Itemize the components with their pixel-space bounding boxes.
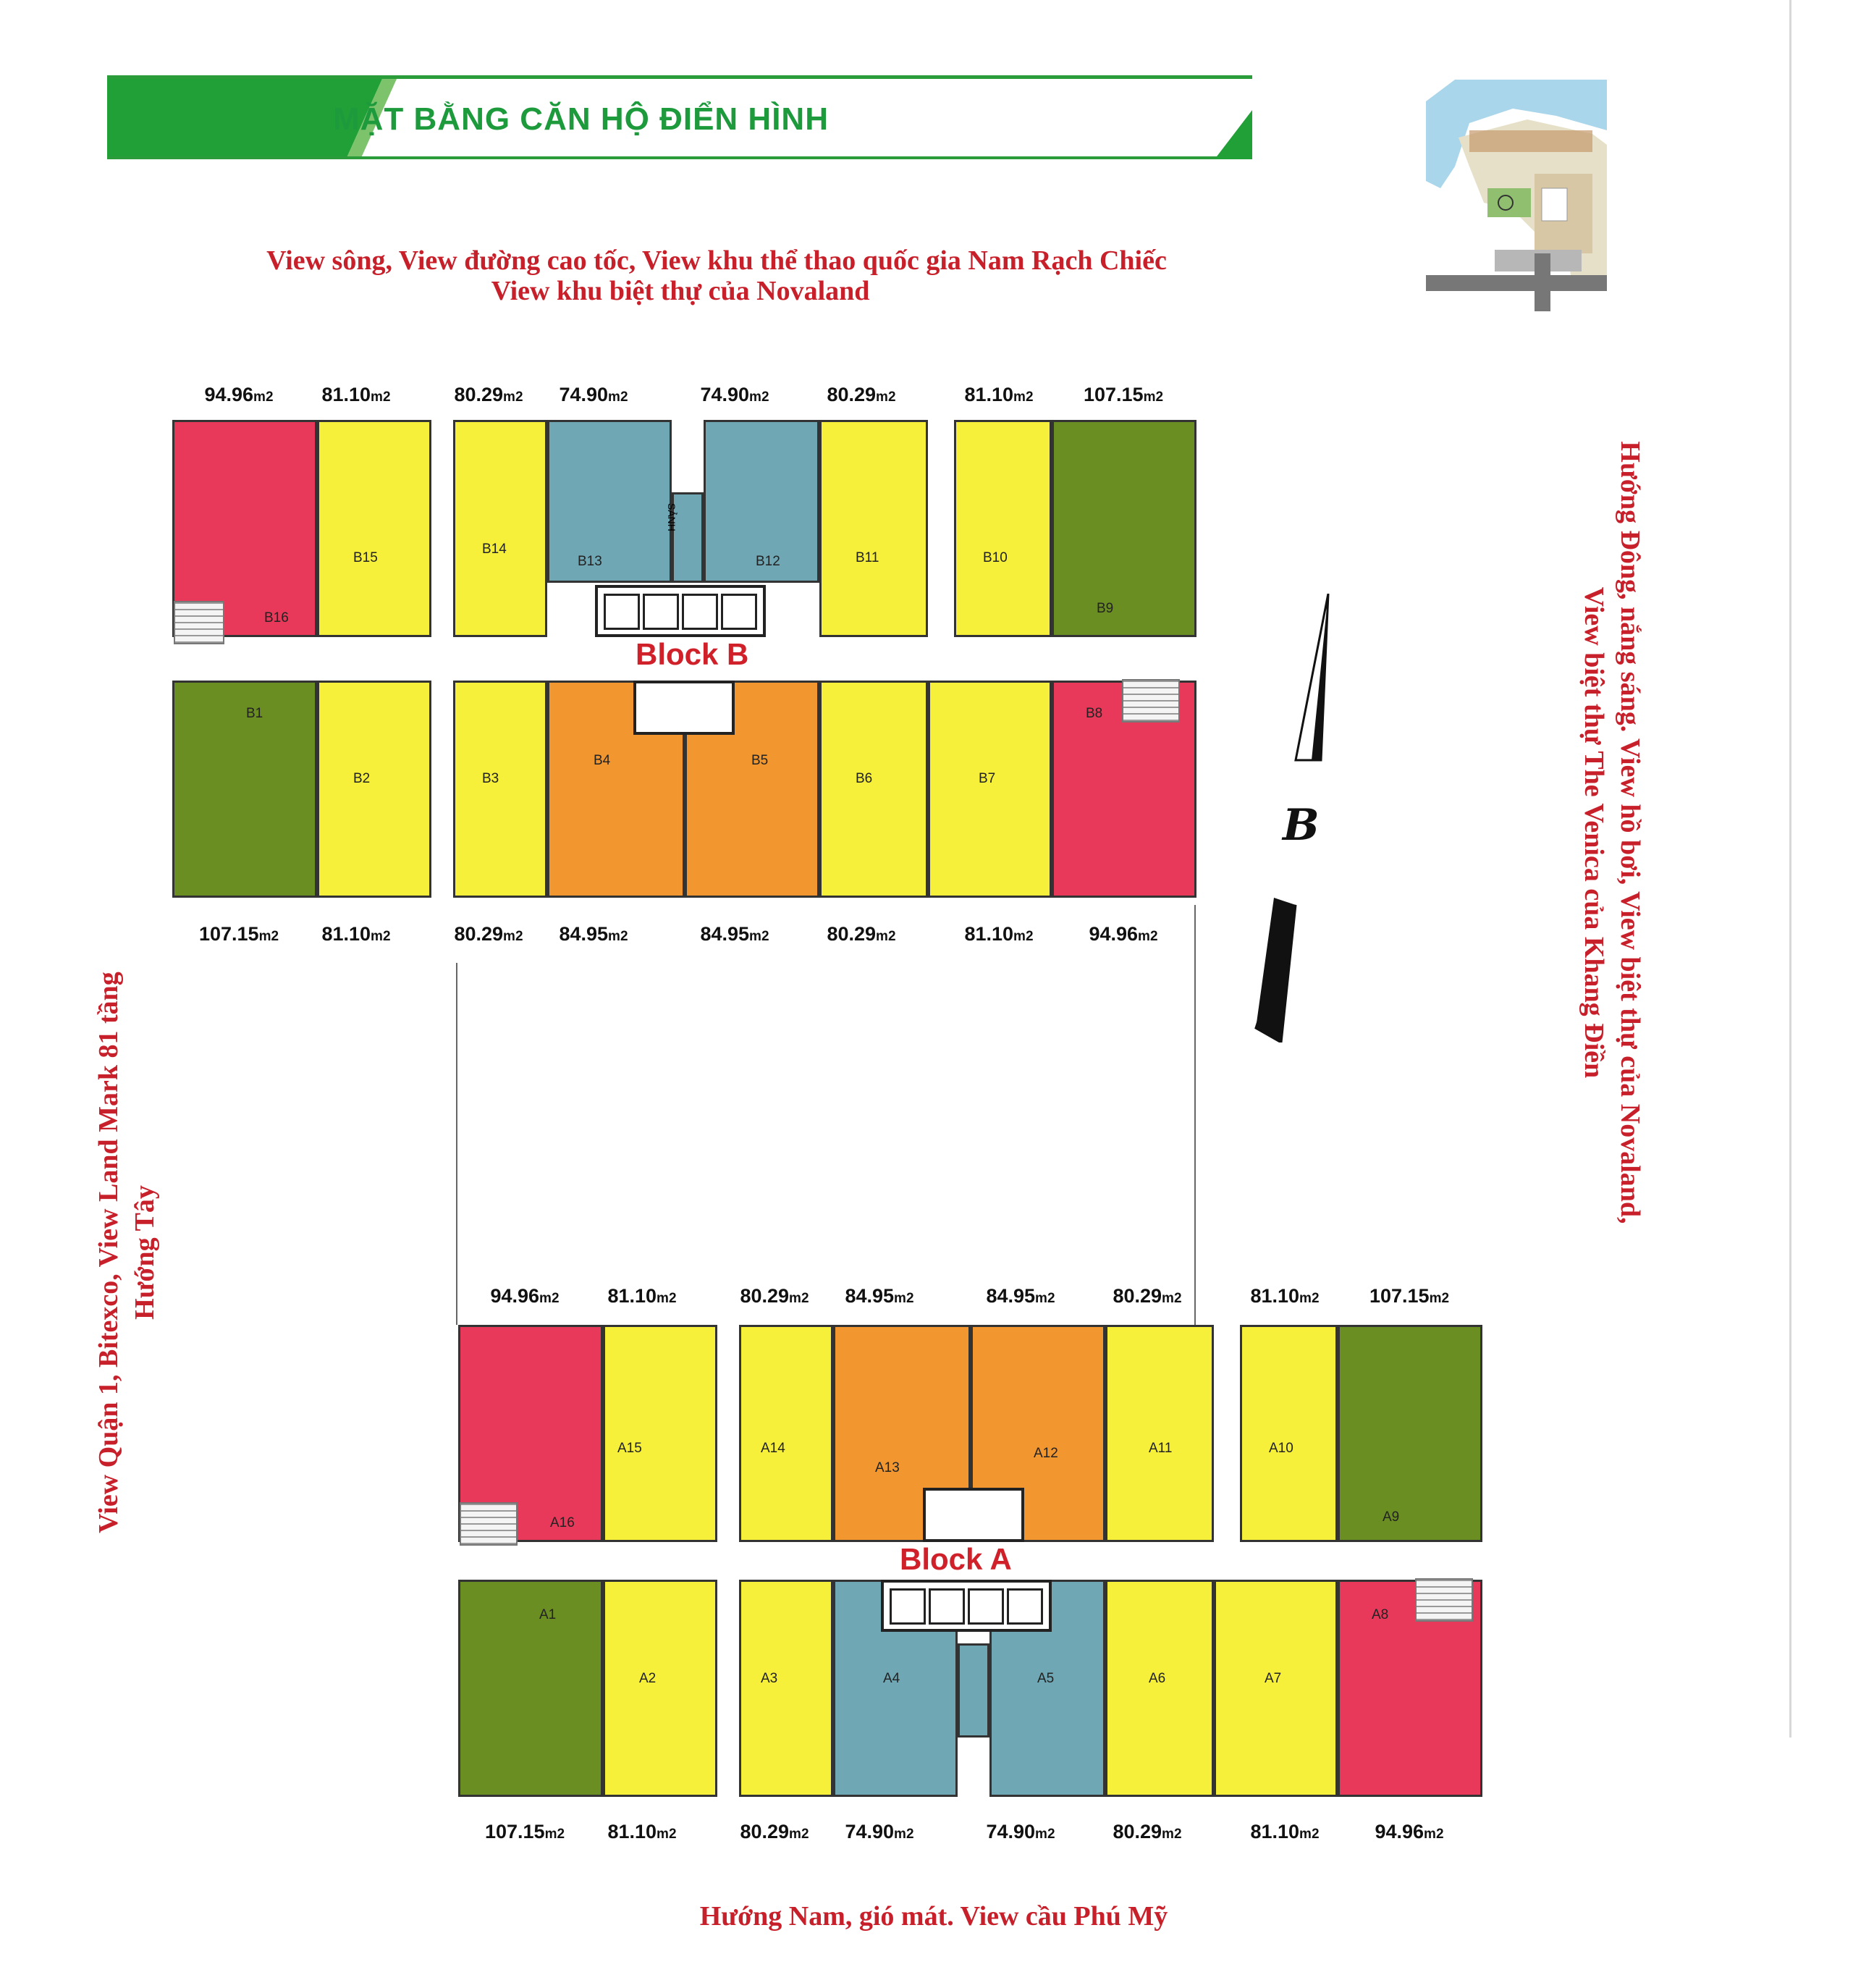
area-label-a-top-1 <box>490 1285 559 1307</box>
area-unit: m2 <box>371 929 391 944</box>
connector-line-right <box>1194 905 1196 1325</box>
unit-a1[interactable] <box>458 1580 603 1797</box>
unit-label-a6: A6 <box>1149 1671 1166 1686</box>
area-label-b-top-7 <box>964 384 1033 406</box>
unit-label-b14: B14 <box>482 542 507 557</box>
area-value: 81.10 <box>321 923 371 945</box>
area-value: 80.29 <box>827 384 877 405</box>
area-unit: m2 <box>253 389 274 405</box>
unit-a11[interactable] <box>1105 1325 1214 1542</box>
area-unit: m2 <box>1013 389 1034 405</box>
unit-a3[interactable] <box>739 1580 833 1797</box>
unit-label-a7: A7 <box>1265 1671 1282 1686</box>
area-label-b-top-8 <box>1084 384 1163 406</box>
unit-label-a9: A9 <box>1383 1509 1400 1525</box>
area-value: 80.29 <box>1113 1821 1162 1842</box>
area-value: 94.96 <box>1089 923 1139 945</box>
area-unit: m2 <box>608 389 628 405</box>
area-unit: m2 <box>1429 1291 1450 1306</box>
area-unit: m2 <box>894 1827 914 1842</box>
unit-a2[interactable] <box>603 1580 717 1797</box>
unit-label-a11: A11 <box>1149 1441 1173 1456</box>
area-unit: m2 <box>876 929 896 944</box>
area-label-a-top-2 <box>607 1285 676 1307</box>
area-label-b-top-2 <box>321 384 390 406</box>
area-value: 74.90 <box>700 384 750 405</box>
area-value: 80.29 <box>740 1821 790 1842</box>
area-value: 81.10 <box>964 384 1014 405</box>
area-value: 94.96 <box>204 384 254 405</box>
unit-b6[interactable] <box>819 681 928 898</box>
area-value: 107.15 <box>1083 384 1144 405</box>
unit-a7[interactable] <box>1214 1580 1338 1797</box>
area-unit: m2 <box>1138 929 1158 944</box>
compass-label: B <box>1283 800 1320 851</box>
area-unit: m2 <box>1299 1291 1320 1306</box>
unit-label-b6: B6 <box>856 771 873 786</box>
unit-label-a1: A1 <box>539 1607 557 1622</box>
east-view-line-2: View biệt thự The Venica của Khang Điền <box>1579 586 1609 1079</box>
area-label-a-bottom-6 <box>1113 1821 1181 1843</box>
area-unit: m2 <box>503 389 523 405</box>
unit-a9[interactable] <box>1338 1325 1482 1542</box>
area-value: 81.10 <box>607 1285 657 1307</box>
area-label-a-bottom-7 <box>1250 1821 1319 1843</box>
area-label-b-top-5 <box>700 384 769 406</box>
area-label-a-bottom-3 <box>740 1821 809 1843</box>
area-unit: m2 <box>894 1291 914 1306</box>
area-unit: m2 <box>503 929 523 944</box>
unit-a6[interactable] <box>1105 1580 1214 1797</box>
unit-label-a5: A5 <box>1037 1671 1055 1686</box>
unit-label-b5: B5 <box>751 753 769 768</box>
elevator-core-a-bottom <box>881 1580 1052 1632</box>
unit-label-a8: A8 <box>1372 1607 1389 1622</box>
area-unit: m2 <box>608 929 628 944</box>
area-label-b-bottom-8 <box>1089 923 1157 945</box>
area-label-b-bottom-4 <box>559 923 628 945</box>
unit-label-a16: A16 <box>550 1515 575 1530</box>
area-label-b-top-4 <box>559 384 628 406</box>
area-value: 81.10 <box>964 923 1014 945</box>
staircase-a16 <box>460 1502 518 1546</box>
area-value: 81.10 <box>1250 1285 1300 1307</box>
unit-label-b7: B7 <box>979 771 996 786</box>
lobby-label: SẢNH <box>666 503 678 531</box>
block-a <box>452 1267 1495 1846</box>
unit-label-b12: B12 <box>756 554 780 569</box>
area-value: 84.95 <box>986 1285 1036 1307</box>
area-label-b-bottom-1 <box>199 923 279 945</box>
stair-core-a-top <box>923 1488 1024 1542</box>
area-unit: m2 <box>1162 1827 1182 1842</box>
unit-label-b10: B10 <box>983 550 1008 565</box>
block-a-title: Block A <box>894 1542 1018 1577</box>
area-label-a-top-5 <box>986 1285 1055 1307</box>
area-value: 80.29 <box>827 923 877 945</box>
area-label-a-bottom-2 <box>607 1821 676 1843</box>
unit-b13[interactable] <box>547 420 672 583</box>
area-unit: m2 <box>657 1291 677 1306</box>
unit-label-b16: B16 <box>264 610 289 626</box>
area-unit: m2 <box>789 1291 809 1306</box>
area-value: 94.96 <box>1375 1821 1424 1842</box>
area-unit: m2 <box>1424 1827 1444 1842</box>
unit-label-b9: B9 <box>1097 601 1114 616</box>
elevator-core-b-top <box>595 585 766 637</box>
area-label-b-bottom-5 <box>700 923 769 945</box>
unit-b14[interactable] <box>453 420 547 637</box>
unit-label-a13: A13 <box>875 1460 900 1475</box>
unit-b9[interactable] <box>1052 420 1196 637</box>
east-view-line-1: Hướng Đông, nắng sáng. View hồ bơi, View biệt thự của Novaland, <box>1615 441 1645 1224</box>
unit-label-b13: B13 <box>578 554 602 569</box>
area-label-b-top-1 <box>204 384 273 406</box>
page-title: MẶT BẰNG CĂN HỘ ĐIỂN HÌNH <box>333 101 829 137</box>
unit-b1[interactable] <box>172 681 317 898</box>
area-value: 74.90 <box>559 384 609 405</box>
area-value: 80.29 <box>740 1285 790 1307</box>
north-view-line-2: View khu biệt thự của Novaland <box>491 276 870 306</box>
area-value: 80.29 <box>454 384 504 405</box>
area-label-b-bottom-2 <box>321 923 390 945</box>
area-value: 74.90 <box>845 1821 895 1842</box>
area-unit: m2 <box>1299 1827 1320 1842</box>
north-arrow-icon <box>1252 594 1339 1043</box>
area-unit: m2 <box>1143 389 1164 405</box>
area-label-a-bottom-1 <box>485 1821 565 1843</box>
unit-a14[interactable] <box>739 1325 833 1542</box>
unit-label-a15: A15 <box>617 1441 642 1456</box>
area-label-a-top-7 <box>1250 1285 1319 1307</box>
area-label-a-top-8 <box>1369 1285 1449 1307</box>
area-value: 84.95 <box>559 923 609 945</box>
staircase-b16 <box>174 601 224 644</box>
area-label-a-top-4 <box>845 1285 913 1307</box>
unit-label-b11: B11 <box>856 550 879 565</box>
unit-label-a3: A3 <box>761 1671 778 1686</box>
unit-label-a4: A4 <box>883 1671 900 1686</box>
stair-core-b-bottom <box>633 681 735 735</box>
area-value: 107.15 <box>198 923 259 945</box>
page-border-line <box>1789 0 1791 1738</box>
unit-label-b3: B3 <box>482 771 499 786</box>
north-view-line-1: View sông, View đường cao tốc, View khu thể thao quốc gia Nam Rạch Chiếc <box>266 245 1167 276</box>
area-unit: m2 <box>1162 1291 1182 1306</box>
unit-b15[interactable] <box>317 420 431 637</box>
area-value: 107.15 <box>484 1821 545 1842</box>
area-label-a-bottom-8 <box>1375 1821 1443 1843</box>
staircase-a8 <box>1415 1578 1473 1622</box>
unit-label-b4: B4 <box>594 753 611 768</box>
unit-label-b15: B15 <box>353 550 378 565</box>
area-label-b-top-6 <box>827 384 895 406</box>
area-unit: m2 <box>749 389 769 405</box>
area-label-b-bottom-6 <box>827 923 895 945</box>
unit-label-a12: A12 <box>1034 1446 1058 1461</box>
unit-label-a14: A14 <box>761 1441 785 1456</box>
area-unit: m2 <box>1035 1291 1055 1306</box>
area-label-a-top-6 <box>1113 1285 1181 1307</box>
staircase-b8 <box>1122 679 1180 723</box>
area-unit: m2 <box>539 1291 560 1306</box>
area-label-b-bottom-7 <box>964 923 1033 945</box>
unit-b7[interactable] <box>928 681 1052 898</box>
area-label-a-top-3 <box>740 1285 809 1307</box>
lobby-a-bottom <box>958 1643 989 1738</box>
area-unit: m2 <box>789 1827 809 1842</box>
unit-label-b2: B2 <box>353 771 371 786</box>
area-value: 80.29 <box>1113 1285 1162 1307</box>
area-value: 80.29 <box>454 923 504 945</box>
area-value: 94.96 <box>490 1285 540 1307</box>
area-label-b-bottom-3 <box>454 923 523 945</box>
area-unit: m2 <box>1013 929 1034 944</box>
area-value: 81.10 <box>1250 1821 1300 1842</box>
unit-a15[interactable] <box>603 1325 717 1542</box>
area-value: 74.90 <box>986 1821 1036 1842</box>
area-value: 84.95 <box>700 923 750 945</box>
area-label-a-bottom-4 <box>845 1821 913 1843</box>
area-value: 84.95 <box>845 1285 895 1307</box>
header-banner <box>107 75 1252 159</box>
unit-label-b1: B1 <box>246 706 263 721</box>
unit-label-b8: B8 <box>1086 706 1103 721</box>
unit-b10[interactable] <box>954 420 1052 637</box>
unit-a10[interactable] <box>1240 1325 1338 1542</box>
block-b <box>166 369 1209 948</box>
area-label-a-bottom-5 <box>986 1821 1055 1843</box>
unit-b3[interactable] <box>453 681 547 898</box>
area-value: 81.10 <box>607 1821 657 1842</box>
area-label-b-top-3 <box>454 384 523 406</box>
unit-label-a10: A10 <box>1269 1441 1293 1456</box>
site-location-map <box>1426 80 1607 311</box>
unit-label-a2: A2 <box>639 1671 657 1686</box>
unit-b11[interactable] <box>819 420 928 637</box>
area-unit: m2 <box>876 389 896 405</box>
area-unit: m2 <box>657 1827 677 1842</box>
west-view-line-2: Hướng Tây <box>130 1185 160 1320</box>
area-value: 107.15 <box>1369 1285 1430 1307</box>
area-value: 81.10 <box>321 384 371 405</box>
block-b-title: Block B <box>630 637 754 672</box>
area-unit: m2 <box>544 1827 565 1842</box>
west-view-line-1: View Quận 1, Bitexco, View Land Mark 81 tầng <box>93 972 124 1533</box>
south-view: Hướng Nam, gió mát. View cầu Phú Mỹ <box>699 1901 1168 1932</box>
area-unit: m2 <box>1035 1827 1055 1842</box>
unit-b2[interactable] <box>317 681 431 898</box>
area-unit: m2 <box>258 929 279 944</box>
area-unit: m2 <box>749 929 769 944</box>
area-unit: m2 <box>371 389 391 405</box>
